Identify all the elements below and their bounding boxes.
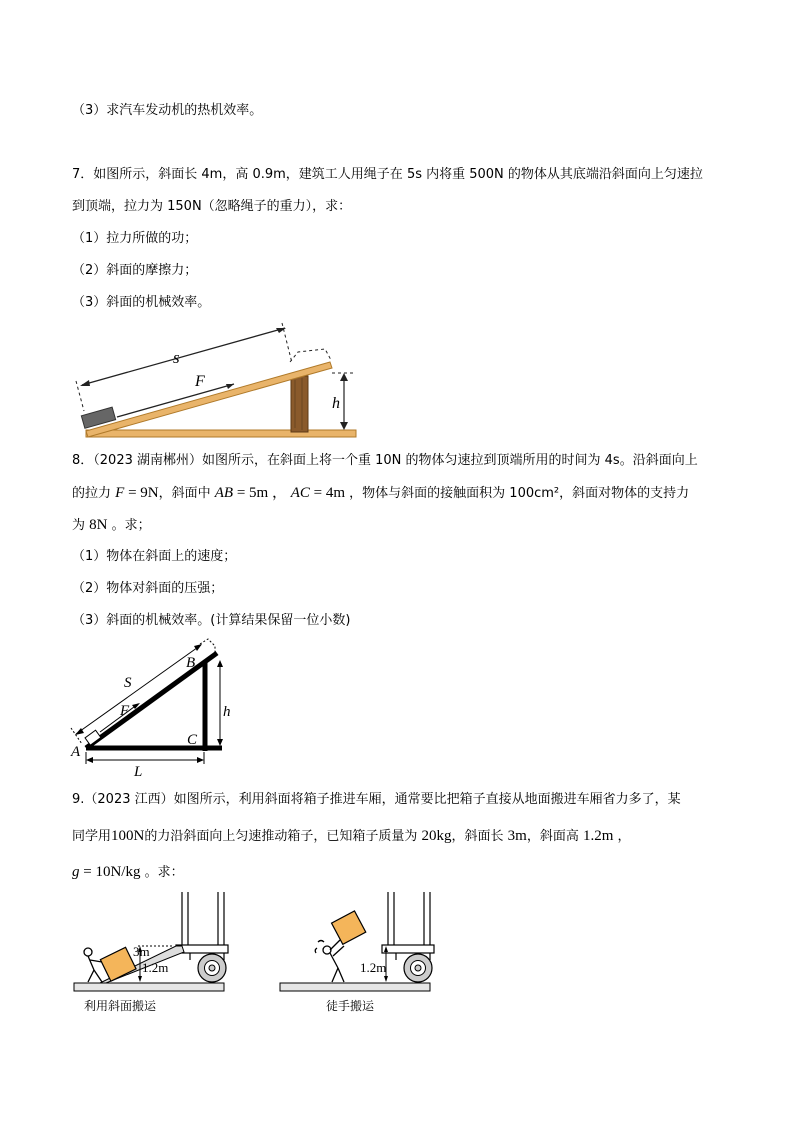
- q8-part2: （2）物体对斜面的压强；: [72, 581, 224, 596]
- label-length: 3m: [133, 944, 150, 959]
- caption-right: 徒手搬运: [326, 999, 375, 1013]
- label-F: F: [195, 373, 205, 390]
- q6-part3: （3）求汽车发动机的热机效率。: [72, 103, 263, 118]
- person-pushing: [84, 948, 102, 982]
- box: [100, 947, 136, 981]
- caption-left: 利用斜面搬运: [84, 999, 157, 1013]
- ground-plank: [86, 430, 356, 437]
- ground: [280, 983, 430, 991]
- q7-incline-figure: [70, 318, 370, 443]
- label-height: 1.2m: [360, 960, 387, 975]
- label-A: A: [71, 744, 81, 760]
- person-lifting: [315, 940, 344, 982]
- label-S: S: [124, 675, 132, 691]
- support-block: [291, 376, 308, 432]
- small-box: [85, 730, 101, 745]
- force-F: [100, 704, 138, 732]
- q9-stem-line3: g = 10N/kg 。求：: [72, 864, 184, 880]
- q8-part3: （3）斜面的机械效率。(计算结果保留一位小数): [72, 613, 351, 628]
- truck: [382, 892, 434, 960]
- label-h: h: [223, 704, 231, 720]
- q8-stem-line1: 8．（2023 湖南郴州）如图所示，在斜面上将一个重 10N 的物体匀速拉到顶端所用的时间为 4s。沿斜面向上: [72, 453, 698, 468]
- q8-stem-line3: 为 8N 。求；: [72, 517, 151, 533]
- q8-stem-line2: 的拉力 F = 9N，斜面中 AB = 5m ， AC = 4m ，物体与斜面的接触面积为 100cm²，斜面对物体的支持力: [72, 485, 690, 501]
- q9-stem-line1: 9.（2023 江西）如图所示，利用斜面将箱子推进车厢，通常要比把箱子直接从地面搬进车厢省力多了，某: [72, 792, 681, 807]
- q8-part1: （1）物体在斜面上的速度；: [72, 549, 237, 564]
- q8-triangle-figure: [68, 636, 243, 781]
- truck: [176, 892, 228, 960]
- q7-part3: （3）斜面的机械效率。: [72, 295, 211, 310]
- q7-part1: （1）拉力所做的功；: [72, 231, 198, 246]
- dimension-S: [76, 645, 201, 734]
- label-h: h: [332, 395, 340, 412]
- label-L: L: [134, 764, 143, 780]
- q9-ramp-figure: [72, 890, 232, 1016]
- dimension-s: [82, 328, 285, 385]
- q7-stem-line2: 到顶端，拉力为 150N（忽略绳子的重力），求：: [72, 199, 352, 214]
- label-F: F: [120, 703, 130, 719]
- q9-hand-figure: [278, 890, 438, 1016]
- label-B: B: [186, 655, 196, 671]
- q7-stem-line1: 7．如图所示，斜面长 4m，高 0.9m，建筑工人用绳子在 5s 内将重 500N 的物体从其底端沿斜面向上匀速拉: [72, 167, 703, 182]
- q9-stem-line2: 同学用100N的力沿斜面向上匀速推动箱子，已知箱子质量为 20kg，斜面长 3m，斜面高 1.2m ，: [72, 828, 631, 844]
- label-C: C: [187, 732, 198, 748]
- ground: [74, 983, 224, 991]
- box: [332, 911, 366, 944]
- label-height: 1.2m: [142, 960, 169, 975]
- q7-part2: （2）斜面的摩擦力；: [72, 263, 198, 278]
- label-s: s: [173, 348, 180, 367]
- incline-AB: [86, 653, 217, 748]
